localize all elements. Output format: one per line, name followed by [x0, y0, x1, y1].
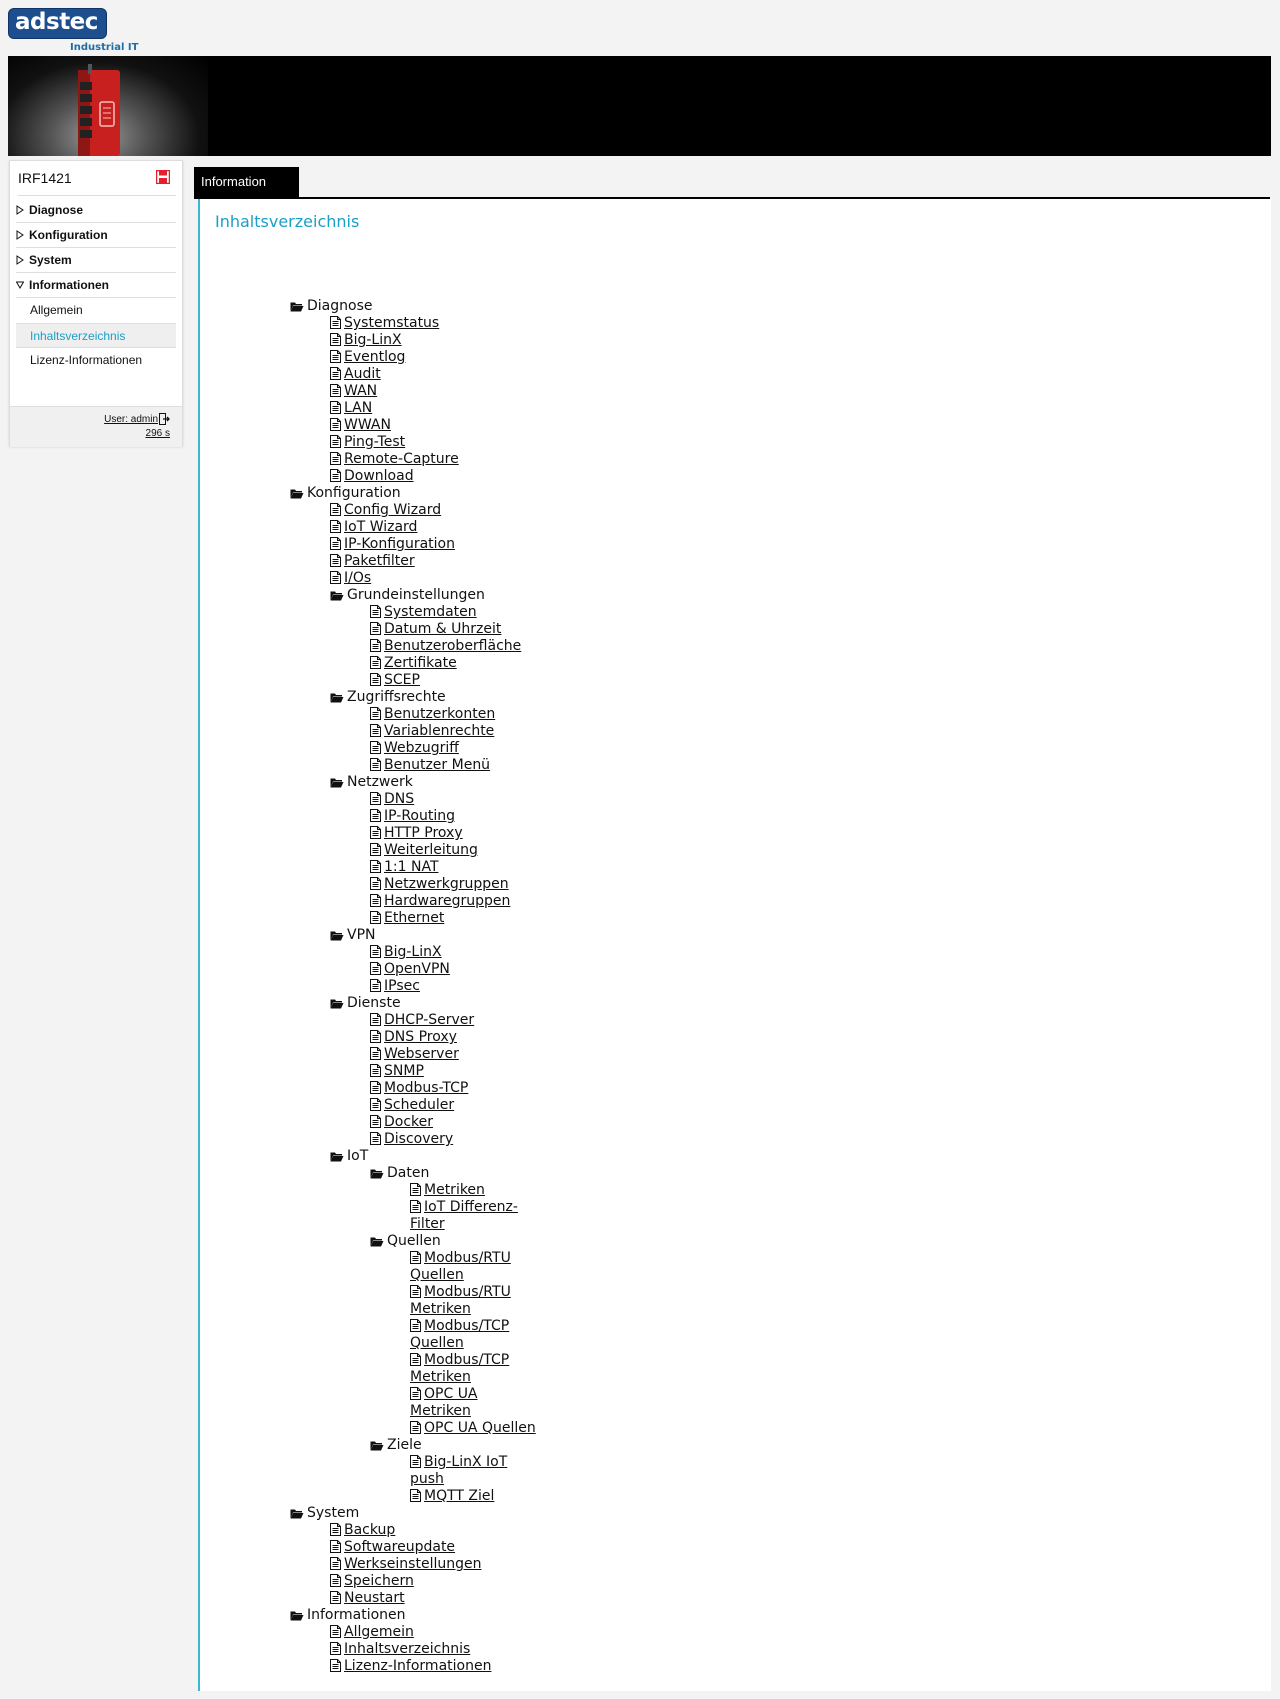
- sidebar-item-label: System: [29, 253, 72, 267]
- toc-link-modbus-rtu-quellen[interactable]: [410, 1250, 511, 1284]
- table-of-contents: [200, 199, 1271, 1691]
- toc-link-label[interactable]: Datum & Uhrzeit: [384, 621, 502, 637]
- toc-link-systemdaten[interactable]: [370, 604, 477, 621]
- toc-link-weiterleitung[interactable]: [370, 842, 478, 859]
- toc-folder-grundeinstellungen: [330, 587, 485, 604]
- toc-link-allgemein[interactable]: [330, 1624, 414, 1641]
- toc-link-label[interactable]: Scheduler: [384, 1097, 455, 1113]
- toc-link-netzwerkgruppen[interactable]: [370, 876, 509, 893]
- toc-folder-quellen: [370, 1233, 441, 1250]
- toc-link-label[interactable]: Metriken: [410, 1369, 471, 1385]
- toc-link-label[interactable]: Big-LinX: [344, 332, 402, 348]
- toc-link-label[interactable]: HTTP Proxy: [384, 825, 463, 841]
- sidebar-item-diagnose[interactable]: [16, 198, 176, 223]
- toc-link-modbus-rtu-metriken[interactable]: [410, 1284, 511, 1318]
- sidebar-subitem-inhaltsverzeichnis[interactable]: [16, 323, 176, 348]
- toc-link-label[interactable]: IP-Konfiguration: [344, 536, 455, 552]
- toc-link-lizenz-informationen[interactable]: [330, 1658, 491, 1675]
- toc-link-label[interactable]: Hardwaregruppen: [384, 893, 511, 909]
- toc-link-label[interactable]: Modbus/RTU: [424, 1284, 511, 1300]
- toc-link-label[interactable]: Ping-Test: [344, 434, 406, 450]
- toc-link-ping-test[interactable]: [330, 434, 405, 451]
- toc-link-datum-uhrzeit[interactable]: [370, 621, 501, 638]
- toc-link-paketfilter[interactable]: [330, 553, 415, 570]
- toc-link-benutzeroberfläche[interactable]: [370, 638, 521, 655]
- toc-link-label[interactable]: WAN: [344, 383, 378, 399]
- toc-folder-label: Dienste: [347, 995, 401, 1011]
- toc-link-lan[interactable]: [330, 400, 372, 417]
- toc-link-snmp[interactable]: [370, 1063, 424, 1080]
- toc-link-label[interactable]: Quellen: [410, 1335, 464, 1351]
- folder-open-icon: [290, 1609, 304, 1626]
- toc-link-i-os[interactable]: [330, 570, 371, 587]
- toc-link-label[interactable]: SNMP: [384, 1063, 424, 1079]
- sidebar: [9, 160, 183, 446]
- tab-information[interactable]: Information: [194, 167, 299, 197]
- toc-link-label[interactable]: Neustart: [344, 1590, 405, 1606]
- toc-folder-netzwerk: [330, 774, 413, 791]
- device-image-icon: [70, 62, 130, 156]
- toc-link-scheduler[interactable]: [370, 1097, 454, 1114]
- toc-link-label[interactable]: Weiterleitung: [384, 842, 478, 858]
- sidebar-subitem-label: Lizenz-Informationen: [30, 353, 143, 367]
- sidebar-item-label: Diagnose: [29, 203, 84, 217]
- expand-arrow-icon: [16, 230, 24, 240]
- toc-link-label[interactable]: OpenVPN: [384, 961, 450, 977]
- toc-link-label[interactable]: Remote-Capture: [344, 451, 459, 467]
- toc-link-werkseinstellungen[interactable]: [330, 1556, 481, 1573]
- folder-open-icon: [290, 487, 304, 504]
- toc-link-wwan[interactable]: [330, 417, 391, 434]
- toc-folder-label: Quellen: [387, 1233, 441, 1249]
- toc-link-label[interactable]: Big-LinX: [384, 944, 442, 960]
- toc-link-label[interactable]: Modbus/RTU: [424, 1250, 511, 1266]
- folder-open-icon: [330, 691, 344, 708]
- toc-link-label[interactable]: Systemstatus: [344, 315, 440, 331]
- toc-link-label[interactable]: Modbus-TCP: [384, 1080, 469, 1096]
- toc-link-dhcp-server[interactable]: [370, 1012, 474, 1029]
- logout-icon[interactable]: [159, 413, 170, 425]
- toc-link-label[interactable]: Download: [344, 468, 414, 484]
- toc-link-1-1-nat[interactable]: [370, 859, 439, 876]
- toc-link-label[interactable]: Filter: [410, 1216, 445, 1232]
- toc-link-label[interactable]: Speichern: [344, 1573, 414, 1589]
- tab-bar: [194, 167, 1270, 199]
- toc-link-label[interactable]: Benutzer Menü: [384, 757, 491, 773]
- toc-link-label[interactable]: Eventlog: [344, 349, 406, 365]
- toc-link-label[interactable]: Systemdaten: [384, 604, 477, 620]
- toc-link-label[interactable]: Discovery: [384, 1131, 454, 1147]
- toc-link-label[interactable]: Metriken: [410, 1403, 471, 1419]
- toc-link-label[interactable]: DHCP-Server: [384, 1012, 475, 1028]
- toc-folder-label: Netzwerk: [347, 774, 413, 790]
- device-name: IRF1421: [18, 170, 72, 186]
- toc-link-config-wizard[interactable]: [330, 502, 441, 519]
- sidebar-item-konfiguration[interactable]: [16, 223, 176, 248]
- toc-link-label[interactable]: DNS: [384, 791, 415, 807]
- toc-link-label[interactable]: Softwareupdate: [344, 1539, 456, 1555]
- toc-link-label[interactable]: Inhaltsverzeichnis: [344, 1641, 471, 1657]
- toc-link-neustart[interactable]: [330, 1590, 405, 1607]
- toc-link-variablenrechte[interactable]: [370, 723, 494, 740]
- toc-folder-label: System: [307, 1505, 360, 1521]
- sidebar-item-informationen[interactable]: [16, 273, 176, 298]
- toc-link-opc-ua-metriken[interactable]: [410, 1386, 478, 1420]
- page-icon: [410, 1489, 421, 1507]
- toc-link-modbus-tcp-metriken[interactable]: [410, 1352, 509, 1386]
- toc-link-label[interactable]: Audit: [344, 366, 381, 382]
- toc-link-label[interactable]: I/Os: [344, 570, 372, 586]
- toc-link-speichern[interactable]: [330, 1573, 414, 1590]
- toc-link-label[interactable]: Webserver: [384, 1046, 459, 1062]
- toc-link-eventlog[interactable]: [330, 349, 405, 366]
- sidebar-subitem-label: Allgemein: [30, 303, 83, 317]
- toc-link-ip-routing[interactable]: [370, 808, 455, 825]
- toc-folder-label: Diagnose: [307, 298, 373, 314]
- toc-folder-label: Zugriffsrechte: [347, 689, 446, 705]
- folder-open-icon: [290, 1507, 304, 1524]
- toc-link-label[interactable]: IPsec: [384, 978, 420, 994]
- toc-folder-vpn: [330, 927, 376, 944]
- toc-link-label[interactable]: Docker: [384, 1114, 434, 1130]
- toc-link-softwareupdate[interactable]: [330, 1539, 455, 1556]
- toc-link-ipsec[interactable]: [370, 978, 420, 995]
- page-icon: [370, 1132, 381, 1150]
- folder-open-icon: [330, 929, 344, 946]
- toc-link-metriken[interactable]: [410, 1182, 485, 1199]
- toc-folder-konfiguration: [290, 485, 401, 502]
- toc-link-webserver[interactable]: [370, 1046, 459, 1063]
- toc-link-big-linx[interactable]: [370, 944, 442, 961]
- toc-link-iot-wizard[interactable]: [330, 519, 417, 536]
- toc-link-benutzer-menü[interactable]: [370, 757, 490, 774]
- folder-open-icon: [370, 1167, 384, 1184]
- toc-link-backup[interactable]: [330, 1522, 395, 1539]
- sidebar-header: [18, 169, 176, 196]
- folder-open-icon: [330, 997, 344, 1014]
- page-icon: [330, 1659, 341, 1677]
- toc-folder-informationen: [290, 1607, 406, 1624]
- toc-link-label[interactable]: WWAN: [344, 417, 391, 433]
- toc-link-iot-differenz-filter[interactable]: [410, 1199, 518, 1233]
- logo-wordmark: adstec: [15, 9, 98, 35]
- toc-link-label[interactable]: Allgemein: [344, 1624, 414, 1640]
- toc-folder-label: VPN: [347, 927, 376, 943]
- toc-link-ethernet[interactable]: [370, 910, 444, 927]
- toc-link-hardwaregruppen[interactable]: [370, 893, 510, 910]
- toc-link-audit[interactable]: [330, 366, 381, 383]
- toc-link-label[interactable]: 1:1 NAT: [384, 859, 439, 875]
- toc-link-label[interactable]: Quellen: [410, 1267, 464, 1283]
- adstec-logo: [8, 8, 138, 54]
- session-timer: 296 s: [145, 428, 170, 439]
- logo-badge: [8, 8, 107, 39]
- toc-link-http-proxy[interactable]: [370, 825, 463, 842]
- toc-link-label[interactable]: Paketfilter: [344, 553, 415, 569]
- toc-link-label[interactable]: IP-Routing: [384, 808, 455, 824]
- toc-link-dns-proxy[interactable]: [370, 1029, 457, 1046]
- toc-link-label[interactable]: Werkseinstellungen: [344, 1556, 482, 1572]
- toc-link-label[interactable]: Benutzerkonten: [384, 706, 496, 722]
- toc-link-mqtt-ziel[interactable]: [410, 1488, 494, 1505]
- toc-link-wan[interactable]: [330, 383, 377, 400]
- toc-link-webzugriff[interactable]: [370, 740, 459, 757]
- toc-link-discovery[interactable]: [370, 1131, 453, 1148]
- toc-link-inhaltsverzeichnis[interactable]: [330, 1641, 470, 1658]
- toc-link-label[interactable]: Metriken: [410, 1301, 471, 1317]
- toc-folder-label: Informationen: [307, 1607, 406, 1623]
- toc-link-big-linx-iot-push[interactable]: [410, 1454, 507, 1488]
- toc-link-label[interactable]: Zertifikate: [384, 655, 457, 671]
- toc-link-label[interactable]: push: [410, 1471, 444, 1487]
- toc-link-remote-capture[interactable]: [330, 451, 459, 468]
- toc-link-modbus-tcp-quellen[interactable]: [410, 1318, 509, 1352]
- toc-link-label[interactable]: Metriken: [424, 1182, 485, 1198]
- toc-link-dns[interactable]: [370, 791, 414, 808]
- toc-link-label[interactable]: LAN: [344, 400, 373, 416]
- toc-link-label[interactable]: Variablenrechte: [384, 723, 495, 739]
- toc-link-scep[interactable]: [370, 672, 420, 689]
- page-title: Inhaltsverzeichnis: [215, 212, 360, 231]
- sidebar-footer: [10, 406, 182, 447]
- sidebar-item-label: Konfiguration: [29, 228, 108, 242]
- toc-link-systemstatus[interactable]: [330, 315, 439, 332]
- toc-link-docker[interactable]: [370, 1114, 433, 1131]
- toc-link-label[interactable]: Modbus/TCP: [424, 1318, 510, 1334]
- toc-link-label[interactable]: Webzugriff: [384, 740, 459, 756]
- toc-link-label[interactable]: Big-LinX IoT: [424, 1454, 508, 1470]
- toc-folder-dienste: [330, 995, 401, 1012]
- toc-link-label[interactable]: Config Wizard: [344, 502, 442, 518]
- folder-open-icon: [330, 589, 344, 606]
- toc-link-label[interactable]: OPC UA: [424, 1386, 478, 1402]
- toc-folder-zugriffsrechte: [330, 689, 446, 706]
- folder-open-icon: [330, 1150, 344, 1167]
- toc-link-label[interactable]: Benutzeroberfläche: [384, 638, 522, 654]
- folder-open-icon: [370, 1439, 384, 1456]
- toc-link-modbus-tcp[interactable]: [370, 1080, 468, 1097]
- toc-folder-ziele: [370, 1437, 422, 1454]
- toc-link-label[interactable]: OPC UA Quellen: [424, 1420, 536, 1436]
- folder-open-icon: [330, 776, 344, 793]
- toc-link-label[interactable]: Ethernet: [384, 910, 445, 926]
- sidebar-subitem-label: Inhaltsverzeichnis: [30, 329, 126, 343]
- toc-folder-label: IoT: [347, 1148, 369, 1164]
- toc-link-label[interactable]: Netzwerkgruppen: [384, 876, 509, 892]
- sidebar-item-label: Informationen: [29, 278, 109, 292]
- toc-link-big-linx[interactable]: [330, 332, 402, 349]
- sidebar-item-system[interactable]: [16, 248, 176, 273]
- toc-link-ip-konfiguration[interactable]: [330, 536, 455, 553]
- toc-link-benutzerkonten[interactable]: [370, 706, 495, 723]
- toc-folder-diagnose: [290, 298, 372, 315]
- toc-link-opc-ua-quellen[interactable]: [410, 1420, 536, 1437]
- folder-open-icon: [370, 1235, 384, 1252]
- toc-link-label[interactable]: DNS Proxy: [384, 1029, 457, 1045]
- user-link[interactable]: User: admin: [104, 414, 158, 425]
- toc-link-download[interactable]: [330, 468, 414, 485]
- content-panel: [198, 199, 1271, 1691]
- toc-folder-label: Ziele: [387, 1437, 422, 1453]
- toc-link-label[interactable]: IoT Differenz-: [424, 1199, 518, 1215]
- collapse-arrow-icon: [16, 280, 24, 290]
- toc-folder-system: [290, 1505, 359, 1522]
- logo-subtitle: Industrial IT: [70, 42, 139, 53]
- toc-link-label[interactable]: Backup: [344, 1522, 396, 1538]
- toc-link-label[interactable]: SCEP: [384, 672, 420, 688]
- sidebar-subitem-lizenz-informationen[interactable]: [16, 348, 176, 373]
- toc-folder-label: Grundeinstellungen: [347, 587, 485, 603]
- header-banner: [8, 56, 1271, 156]
- toc-link-label[interactable]: IoT Wizard: [344, 519, 418, 535]
- folder-open-icon: [290, 300, 304, 317]
- toc-link-openvpn[interactable]: [370, 961, 450, 978]
- toc-link-label[interactable]: Lizenz-Informationen: [344, 1658, 492, 1674]
- toc-folder-iot: [330, 1148, 368, 1165]
- toc-folder-label: Daten: [387, 1165, 430, 1181]
- toc-link-label[interactable]: MQTT Ziel: [424, 1488, 495, 1504]
- expand-arrow-icon: [16, 205, 24, 215]
- expand-arrow-icon: [16, 255, 24, 265]
- toc-link-zertifikate[interactable]: [370, 655, 457, 672]
- save-icon[interactable]: [156, 170, 170, 184]
- toc-folder-label: Konfiguration: [307, 485, 401, 501]
- toc-link-label[interactable]: Modbus/TCP: [424, 1352, 510, 1368]
- toc-folder-daten: [370, 1165, 429, 1182]
- sidebar-subitem-allgemein[interactable]: [16, 298, 176, 323]
